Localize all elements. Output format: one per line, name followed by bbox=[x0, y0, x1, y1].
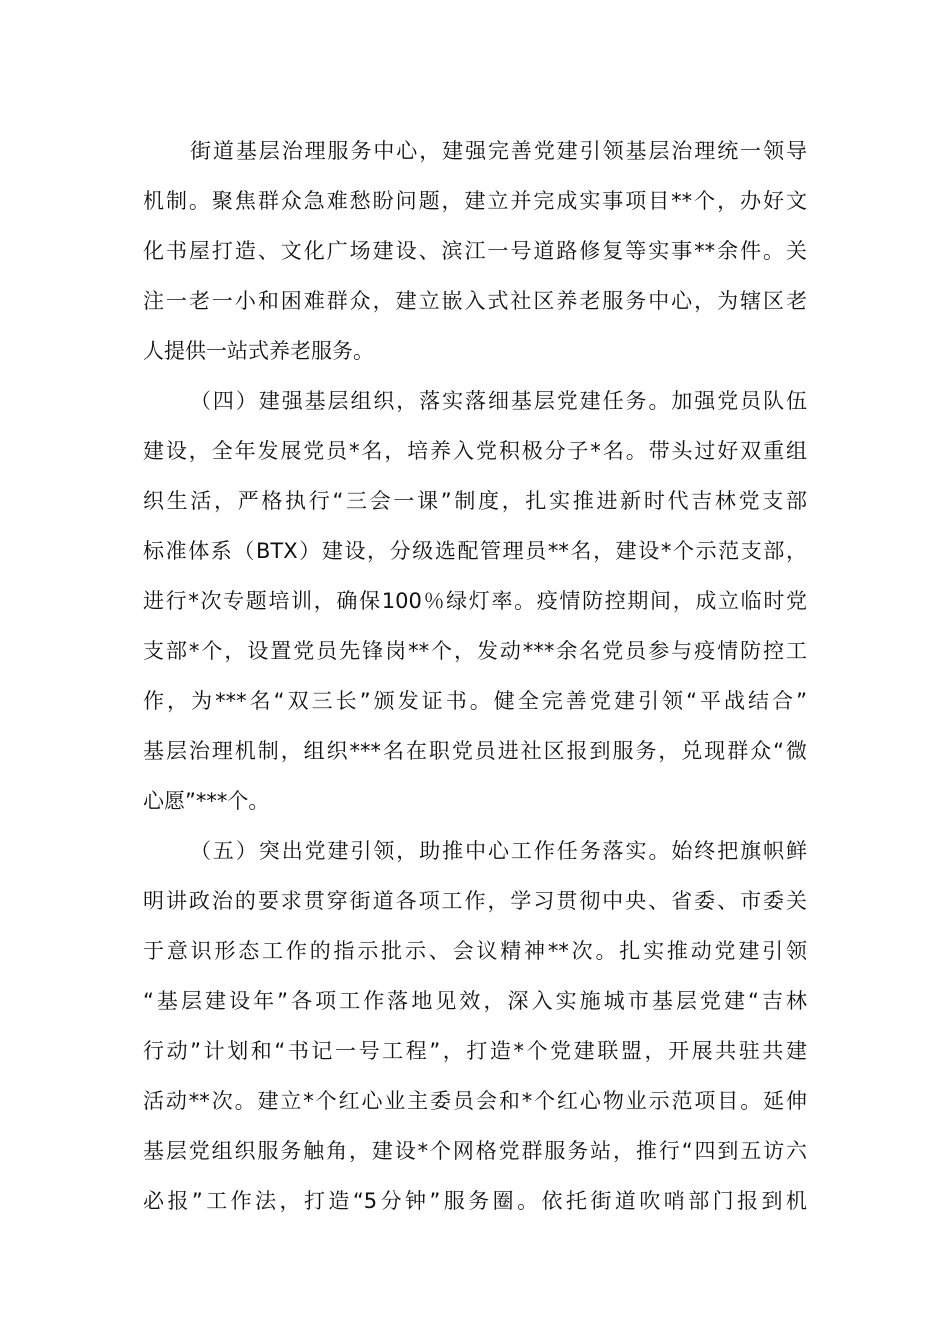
paragraph-line: 基层治理机制，组织***名在职党员进社区报到服务，兑现群众“微 bbox=[143, 739, 807, 763]
paragraph-line: 建设，全年发展党员*名，培养入党积极分子*名。带头过好双重组 bbox=[143, 439, 807, 463]
paragraph-line: 作，为***名“双三长”颁发证书。健全完善党建引领“平战结合” bbox=[143, 689, 807, 713]
paragraph-line: 支部*个，设置党员先锋岗**个，发动***余名党员参与疫情防控工 bbox=[143, 639, 807, 663]
paragraph-line: 行动”计划和“书记一号工程”，打造*个党建联盟，开展共驻共建 bbox=[143, 1039, 807, 1063]
paragraph-line: 活动**次。建立*个红心业主委员会和*个红心物业示范项目。延伸 bbox=[143, 1089, 807, 1113]
paragraph-line: 人提供一站式养老服务。 bbox=[143, 339, 374, 363]
paragraph-line: 化书屋打造、文化广场建设、滨江一号道路修复等实事**余件。关 bbox=[143, 239, 807, 263]
paragraph-line: 于意识形态工作的指示批示、会议精神**次。扎实推动党建引领 bbox=[143, 939, 807, 963]
paragraph-line: 织生活，严格执行“三会一课”制度，扎实推进新时代吉林党支部 bbox=[143, 489, 807, 513]
paragraph-line: 明讲政治的要求贯穿街道各项工作，学习贯彻中央、省委、市委关 bbox=[143, 889, 807, 913]
paragraph-line: 心愿”***个。 bbox=[143, 789, 270, 813]
paragraph-line: “基层建设年”各项工作落地见效，深入实施城市基层党建“吉林 bbox=[143, 989, 807, 1013]
paragraph-line: 机制。聚焦群众急难愁盼问题，建立并完成实事项目**个，办好文 bbox=[143, 189, 807, 213]
paragraph-line: 必报”工作法，打造“5分钟”服务圈。依托街道吹哨部门报到机 bbox=[143, 1189, 807, 1213]
paragraph-line: 标准体系（BTX）建设，分级选配管理员**名，建设*个示范支部， bbox=[143, 539, 807, 563]
paragraph-line: 基层党组织服务触角，建设*个网格党群服务站，推行“四到五访六 bbox=[143, 1139, 807, 1163]
paragraph-line: （五）突出党建引领，助推中心工作任务落实。始终把旗帜鲜 bbox=[190, 839, 807, 863]
paragraph-line: （四）建强基层组织，落实落细基层党建任务。加强党员队伍 bbox=[190, 389, 807, 413]
paragraph-line: 注一老一小和困难群众，建立嵌入式社区养老服务中心，为辖区老 bbox=[143, 289, 807, 313]
paragraph-line: 进行*次专题培训，确保100％绿灯率。疫情防控期间，成立临时党 bbox=[143, 589, 807, 613]
paragraph-line: 街道基层治理服务中心，建强完善党建引领基层治理统一领导 bbox=[190, 139, 807, 163]
